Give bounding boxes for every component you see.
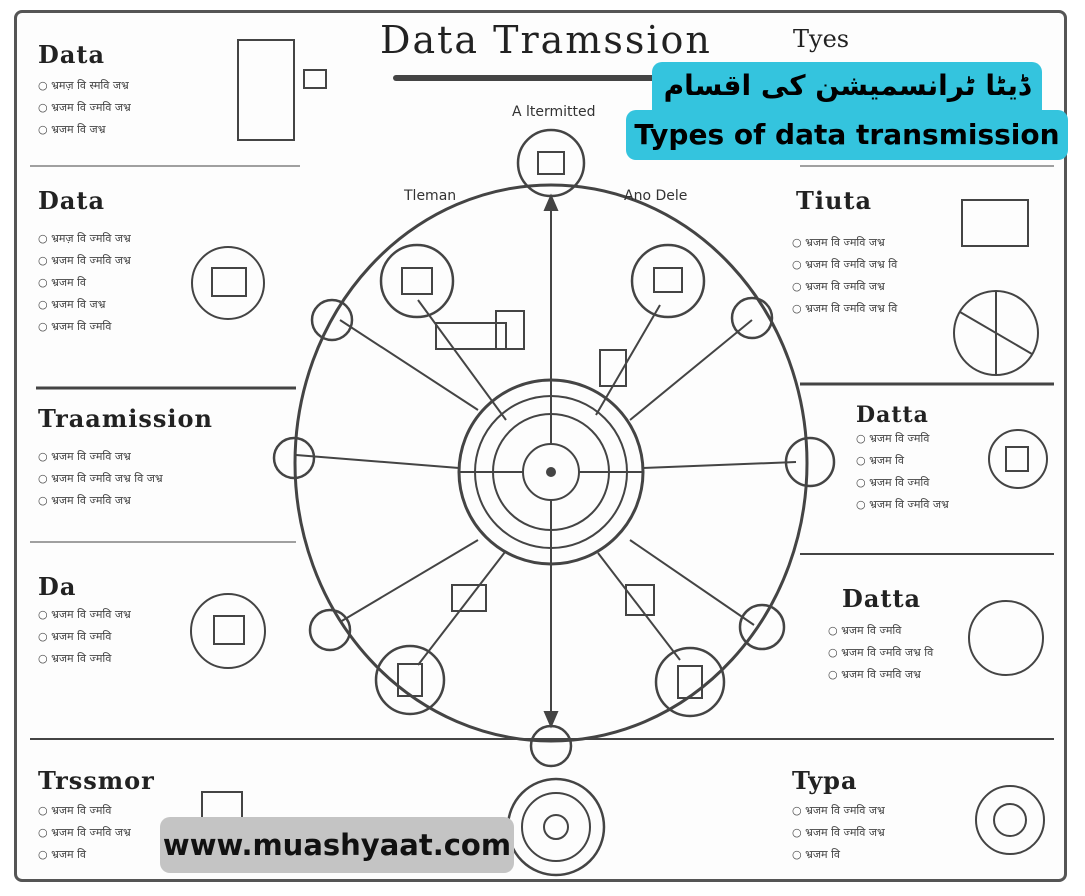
spoke-left [296,455,459,468]
spoke-right-lower [630,540,754,625]
section-text-right-1: ○ भ्रजम वि ज्मवि जभ्र ○ भ्रजम वि ज्मवि जभ्र वि ○ भ्रजम वि ज्मवि जभ्र ○ भ्रजम वि ज्मवि जभ्र वि [792,232,897,320]
node-right-upper [732,298,772,338]
node-bottom [531,726,571,766]
icon-right-2 [989,430,1047,488]
section-heading-bottom-right: Typa [792,766,858,795]
center-label-top: A ltermitted [512,104,596,120]
section-text-bottom-left: ○ भ्रजम वि ज्मवि ○ भ्रजम वि ज्मवि जभ्र ○ भ्रजम वि [38,800,131,866]
hub-center [547,468,555,476]
section-heading-left-3: Traamission [38,404,213,433]
spoke-lower-left [340,540,478,622]
section-text-top-left: ○ भ्रमज़ वि स्मवि जभ्र ○ भ्रजम वि ज्मवि जभ्र ○ भ्रजम वि जभ्र [38,75,131,141]
banner-urdu-title: ڈیٹا ٹرانسمیشن کی اقسام [652,62,1042,112]
section-heading-bottom-left: Trssmor [38,766,155,795]
spoke-right [643,462,796,468]
website-link[interactable]: www.muashyaat.com [160,817,514,873]
card-ur [600,350,626,386]
section-text-right-3: ○ भ्रजम वि ज्मवि ○ भ्रजम वि ज्मवि जभ्र वि ○ भ्रजम वि ज्मवि जभ्र [828,620,933,686]
section-heading-left-2: Data [38,186,105,215]
icon-left-4 [191,594,265,668]
poster-title: Data Tramssion [380,18,712,62]
icon-right-monitor [962,200,1028,246]
section-text-bottom-right: ○ भ्रजम वि ज्मवि जभ्र ○ भ्रजम वि ज्मवि जभ्र ○ भ्रजम वि [792,800,885,866]
banner-english-title: Types of data transmission [626,110,1068,160]
icon-left-2 [192,247,264,319]
section-text-left-2: ○ भ्रमज़ वि ज्मवि जभ्र ○ भ्रजम वि ज्मवि जभ्र ○ भ्रजम वि ○ भ्रजम वि जभ्र ○ भ्रजम वि ज्मवि [38,228,131,338]
node-lr [656,648,724,716]
node-ll [376,646,444,714]
section-heading-top-left: Data [38,40,105,69]
node-right-lower [740,605,784,649]
spoke-upper-right [596,305,660,415]
section-heading-right-1: Tiuta [796,186,873,215]
spoke-lower-right [598,553,680,660]
label-left-mid: Tleman [404,188,457,204]
label-right-mid: Ano Dele [624,188,688,204]
section-text-left-3: ○ भ्रजम वि ज्मवि जभ्र ○ भ्रजम वि ज्मवि जभ्र वि जभ्र ○ भ्रजम वि ज्मवि जभ्र [38,446,163,512]
section-text-right-2: ○ भ्रजम वि ज्मवि ○ भ्रजम वि ○ भ्रजम वि ज्मवि ○ भ्रजम वि ज्मवि जभ्र [856,428,949,516]
spoke-right-upper [630,320,752,420]
section-heading-left-4: Da [38,572,77,601]
poster-title-right: Tyes [793,25,850,53]
section-text-left-4: ○ भ्रजम वि ज्मवि जभ्र ○ भ्रजम वि ज्मवि ○ भ्रजम वि ज्मवि [38,604,131,670]
section-heading-right-3: Datta [842,584,922,613]
spoke-upper-left [340,320,478,410]
node-left-lower [310,610,350,650]
icon-right-3 [969,601,1043,675]
node-ul [381,245,453,317]
spoke-upper-left-2 [418,300,506,420]
icon-bottom-right [976,786,1044,854]
section-heading-right-2: Datta [856,402,929,428]
node-ur [632,245,704,317]
card-lr [626,585,654,615]
title-banner [626,62,1068,162]
icon-top-left-doc [238,40,294,140]
